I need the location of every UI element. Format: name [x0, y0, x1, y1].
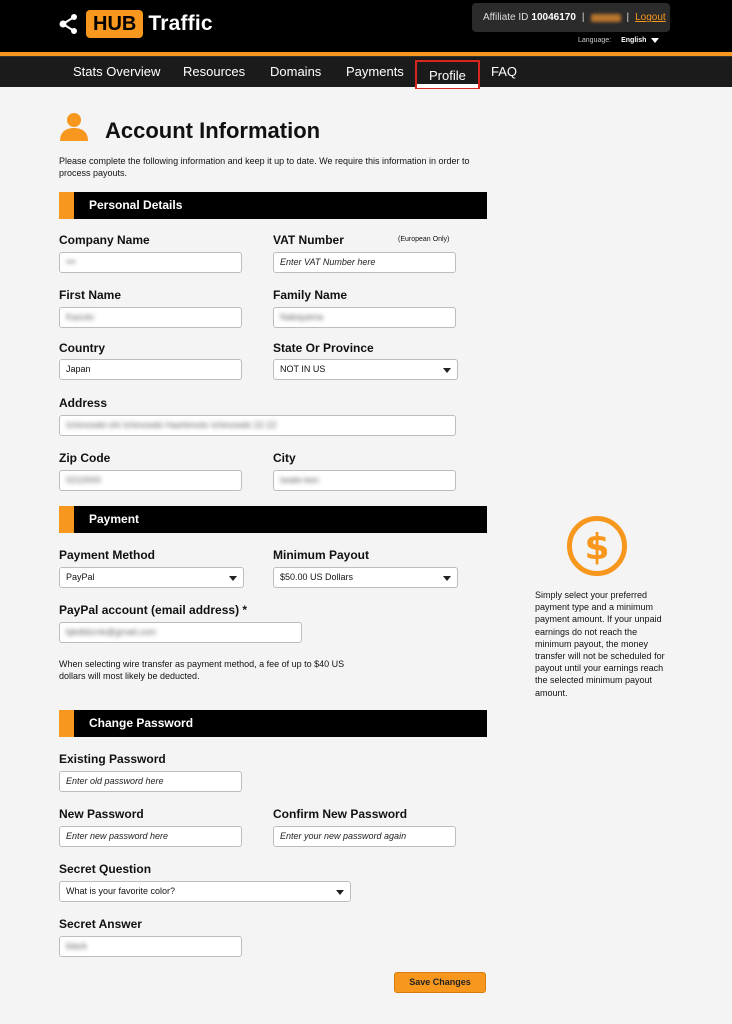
- svg-text:$: $: [584, 527, 610, 568]
- family-name-label: Family Name: [273, 288, 348, 302]
- zip-code-input[interactable]: [59, 470, 242, 491]
- confirm-password-input[interactable]: Enter your new password again: [273, 826, 456, 847]
- section-personal-details: Personal Details: [59, 192, 487, 219]
- dollar-circle-icon: [566, 515, 628, 577]
- language-label: Language:: [578, 37, 612, 44]
- logout-link[interactable]: Logout: [635, 12, 666, 23]
- company-name-input[interactable]: [59, 252, 242, 273]
- wire-transfer-note: When selecting wire transfer as payment method, a fee of up to $40 US dollars will most likely be deducted.: [59, 659, 345, 681]
- zip-code-label: Zip Code: [59, 451, 111, 465]
- city-input[interactable]: [273, 470, 456, 491]
- page-title: Account Information: [105, 118, 321, 143]
- payment-method-label: Payment Method: [59, 548, 156, 562]
- logo-traffic-text: Traffic: [148, 12, 213, 35]
- nav-resources[interactable]: Resources: [183, 64, 246, 79]
- secret-question-label: Secret Question: [59, 862, 152, 876]
- nav-payments[interactable]: Payments: [346, 64, 404, 79]
- logo-hub-text: HUB: [86, 10, 143, 38]
- person-icon: [59, 112, 89, 142]
- state-province-select[interactable]: [273, 359, 458, 380]
- state-province-label: State Or Province: [273, 341, 374, 355]
- first-name-input[interactable]: [59, 307, 242, 328]
- country-input[interactable]: Japan: [59, 359, 242, 380]
- main-nav: [0, 56, 732, 87]
- new-password-input[interactable]: Enter new password here: [59, 826, 242, 847]
- family-name-input[interactable]: [273, 307, 456, 328]
- affiliate-id: 10046170: [531, 12, 576, 23]
- top-header: [0, 0, 732, 52]
- intro-text: Please complete the following information and keep it up to date. We require this information in order to process payouts.: [59, 156, 470, 178]
- first-name-label: First Name: [59, 288, 122, 302]
- nav-domains[interactable]: Domains: [270, 64, 322, 79]
- payment-method-select[interactable]: [59, 567, 244, 588]
- language-selector[interactable]: [578, 37, 659, 44]
- minimum-payout-value: $50.00 US Dollars: [280, 572, 354, 582]
- vat-european-note: (European Only): [398, 236, 450, 243]
- nav-stats-overview[interactable]: Stats Overview: [73, 64, 161, 79]
- new-password-label: New Password: [59, 807, 144, 821]
- country-label: Country: [59, 341, 105, 355]
- address-value: Ichinoseki-shi Ichinoseki Hashimoto Ichinoseki 22-22: [66, 420, 277, 430]
- secret-question-select[interactable]: [59, 881, 351, 902]
- zip-code-value: 0210000: [66, 475, 102, 485]
- company-name-value: •••: [66, 257, 76, 267]
- nav-faq[interactable]: FAQ: [491, 64, 518, 79]
- share-nodes-icon: [58, 13, 80, 35]
- city-label: City: [273, 451, 296, 465]
- minimum-payout-select[interactable]: [273, 567, 458, 588]
- vat-number-input[interactable]: Enter VAT Number here: [273, 252, 456, 273]
- chevron-down-icon: [651, 38, 659, 43]
- separator: |: [626, 12, 630, 23]
- secret-answer-value: black: [66, 941, 88, 951]
- affiliate-box: [472, 3, 670, 32]
- language-value: English: [621, 37, 647, 44]
- family-name-value: Nakayama: [280, 312, 324, 322]
- vat-number-label: VAT Number: [273, 233, 344, 247]
- confirm-password-label: Confirm New Password: [273, 807, 408, 821]
- secret-question-value: What is your favorite color?: [66, 886, 176, 896]
- city-value: Iwate-ken: [280, 475, 320, 485]
- separator: |: [581, 12, 585, 23]
- existing-password-label: Existing Password: [59, 752, 166, 766]
- section-change-password: Change Password: [59, 710, 487, 737]
- secret-answer-input[interactable]: [59, 936, 242, 957]
- state-province-value: NOT IN US: [280, 364, 326, 374]
- hubtraffic-logo[interactable]: [58, 10, 213, 38]
- address-label: Address: [59, 396, 108, 410]
- first-name-value: Kazuto: [66, 312, 95, 322]
- paypal-account-label: PayPal account (email address) *: [59, 603, 248, 617]
- existing-password-input[interactable]: Enter old password here: [59, 771, 242, 792]
- nav-profile[interactable]: Profile: [415, 60, 480, 88]
- affiliate-label: Affiliate ID: [483, 12, 529, 23]
- address-input[interactable]: [59, 415, 456, 436]
- company-name-label: Company Name: [59, 233, 150, 247]
- username-blurred: [591, 14, 621, 22]
- paypal-email-input[interactable]: [59, 622, 302, 643]
- save-changes-button[interactable]: Save Changes: [394, 972, 486, 993]
- paypal-email-value: kjkdtdcmk@gmail.com: [66, 627, 157, 637]
- minimum-payout-label: Minimum Payout: [273, 548, 370, 562]
- payment-help-text: Simply select your preferred payment type and a minimum payment amount. If your unpaid earnings do not reach the minimum payout, the money transfer will not be scheduled for payout until your earnings reach the selected minimum payout amount.: [535, 590, 665, 698]
- secret-answer-label: Secret Answer: [59, 917, 142, 931]
- payment-method-value: PayPal: [66, 572, 95, 582]
- section-payment: Payment: [59, 506, 487, 533]
